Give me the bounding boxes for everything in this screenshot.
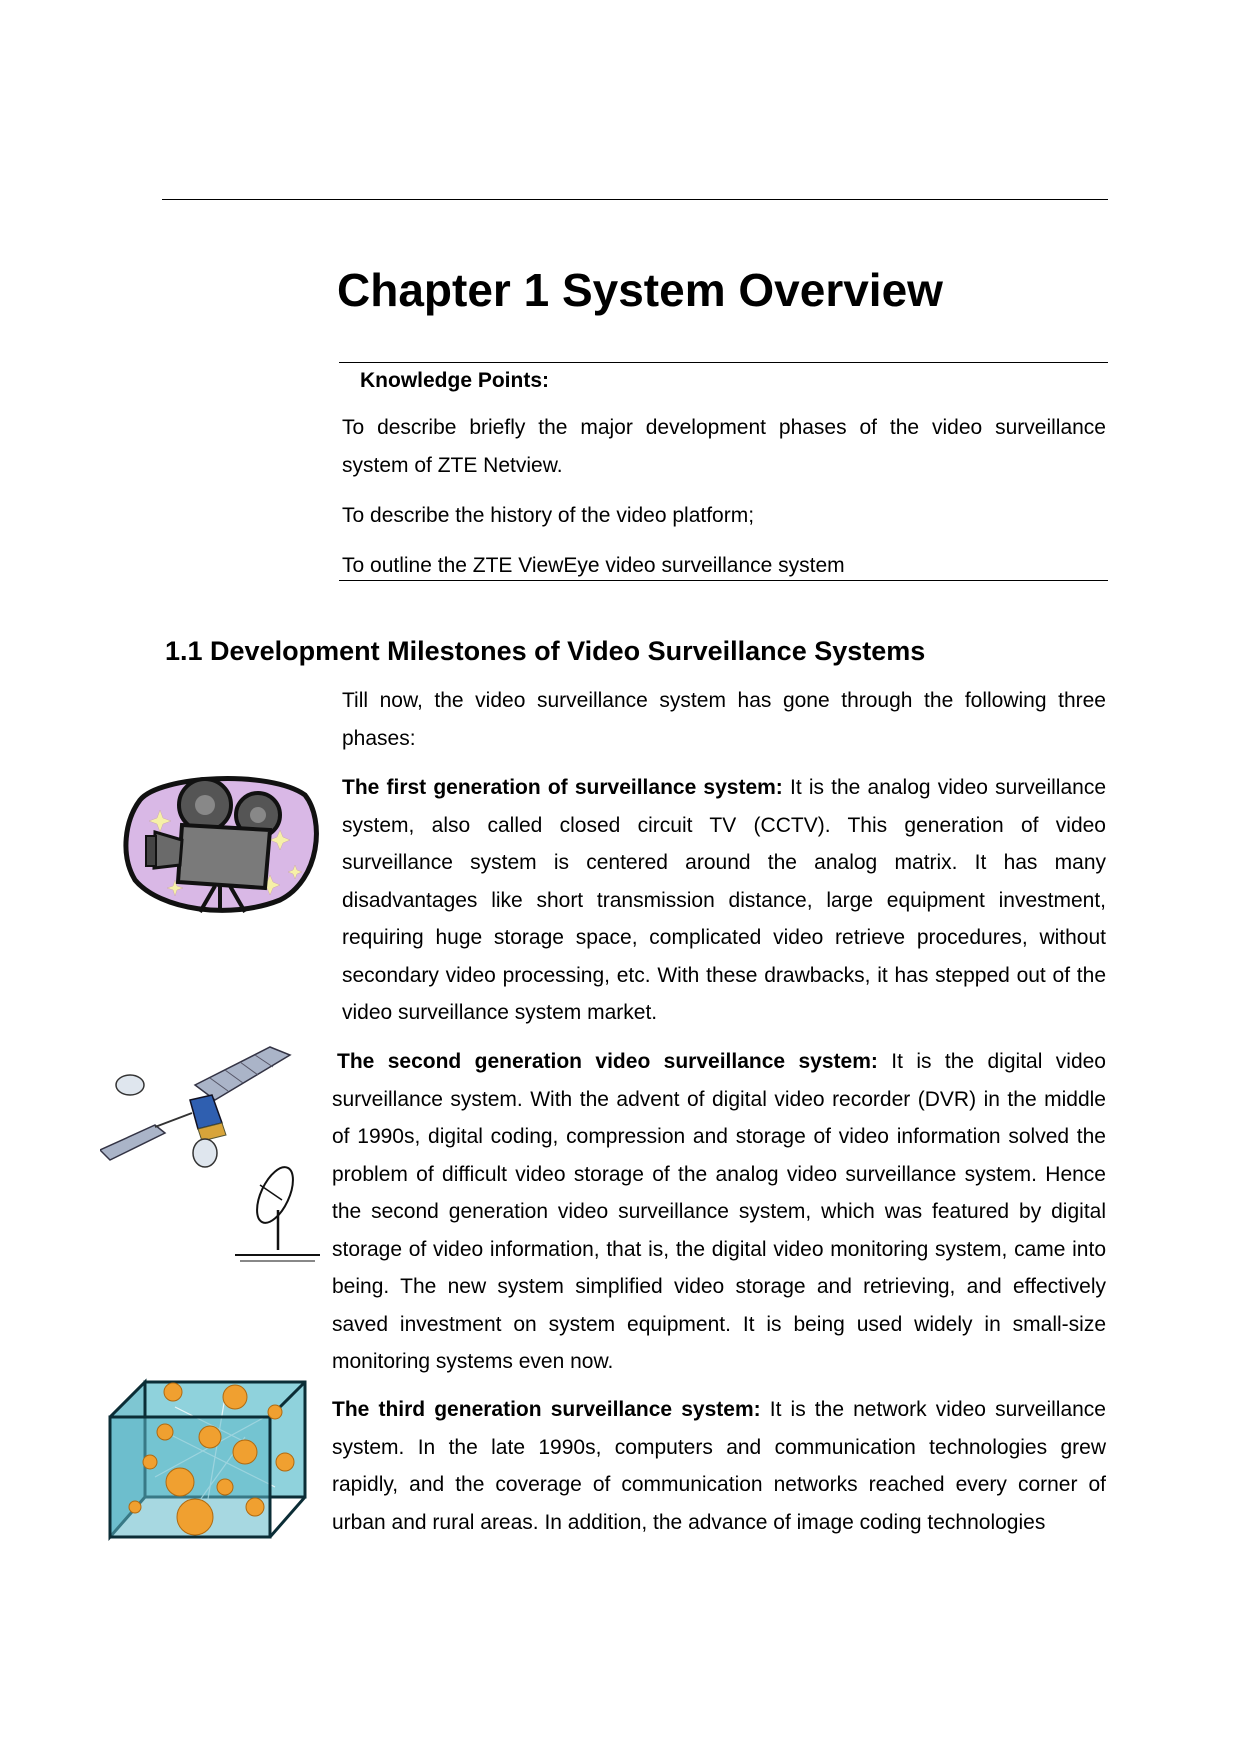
- third-generation-body: It is the network video surveillance system. In the late 1990s, computers and communication technologies grew rapidly, and the coverage of communication networks reached every corner of urban and rural areas. In addition, the advance of image coding technologies: [332, 1398, 1106, 1534]
- header-rule: [162, 199, 1108, 200]
- first-generation-lead: The first generation of surveillance system:: [342, 776, 783, 799]
- second-generation-body: It is the digital video surveillance system. With the advent of digital video recorder (DVR) in the middle of 1990s, digital coding, compression and storage of video information solved the problem of difficult video storage of the analog video surveillance system. Hence the second generation video surveillance system, which was featured by digital storage of video information, that is, the digital video monitoring system, came into being. The new system simplified video storage and retrieving, and effectively saved investment on system equipment. It is being used widely in small-size monitoring systems even now.: [332, 1050, 1106, 1373]
- section-title: 1.1 Development Milestones of Video Surveillance Systems: [165, 636, 926, 666]
- third-generation-lead: The third generation surveillance system:: [332, 1398, 761, 1421]
- second-generation-lead: The second generation video surveillance system:: [337, 1050, 878, 1073]
- section-intro: Till now, the video surveillance system has gone through the following three phases:: [342, 689, 1106, 750]
- chapter-title: Chapter 1 System Overview: [337, 264, 943, 316]
- network-cube-clipart: [105, 1377, 310, 1545]
- second-generation-paragraph: [332, 1043, 1106, 1381]
- knowledge-points-top-rule: [339, 362, 1108, 363]
- first-generation-body: It is the analog video surveillance system, also called closed circuit TV (CCTV). This generation of video surveillance system is centered around the analog matrix. It has many disadvantages like short transmission distance, large equipment investment, requiring huge storage space, complicated video retrieve procedures, without secondary video processing, etc. With these drawbacks, it has stepped out of the video surveillance system market.: [342, 776, 1106, 1024]
- third-generation-paragraph: [332, 1391, 1106, 1541]
- first-generation-paragraph: [342, 769, 1106, 1032]
- knowledge-point-item: To describe the history of the video platform;: [342, 504, 755, 527]
- satellite-dish-clipart: [100, 1045, 325, 1270]
- knowledge-point-item: To describe briefly the major development phases of the video surveillance system of ZTE Netview.: [342, 416, 1106, 477]
- knowledge-point-item: To outline the ZTE ViewEye video surveillance system: [342, 554, 845, 577]
- knowledge-points-heading: Knowledge Points:: [360, 369, 549, 392]
- movie-camera-clipart: [120, 770, 320, 915]
- knowledge-points-bottom-rule: [339, 580, 1108, 581]
